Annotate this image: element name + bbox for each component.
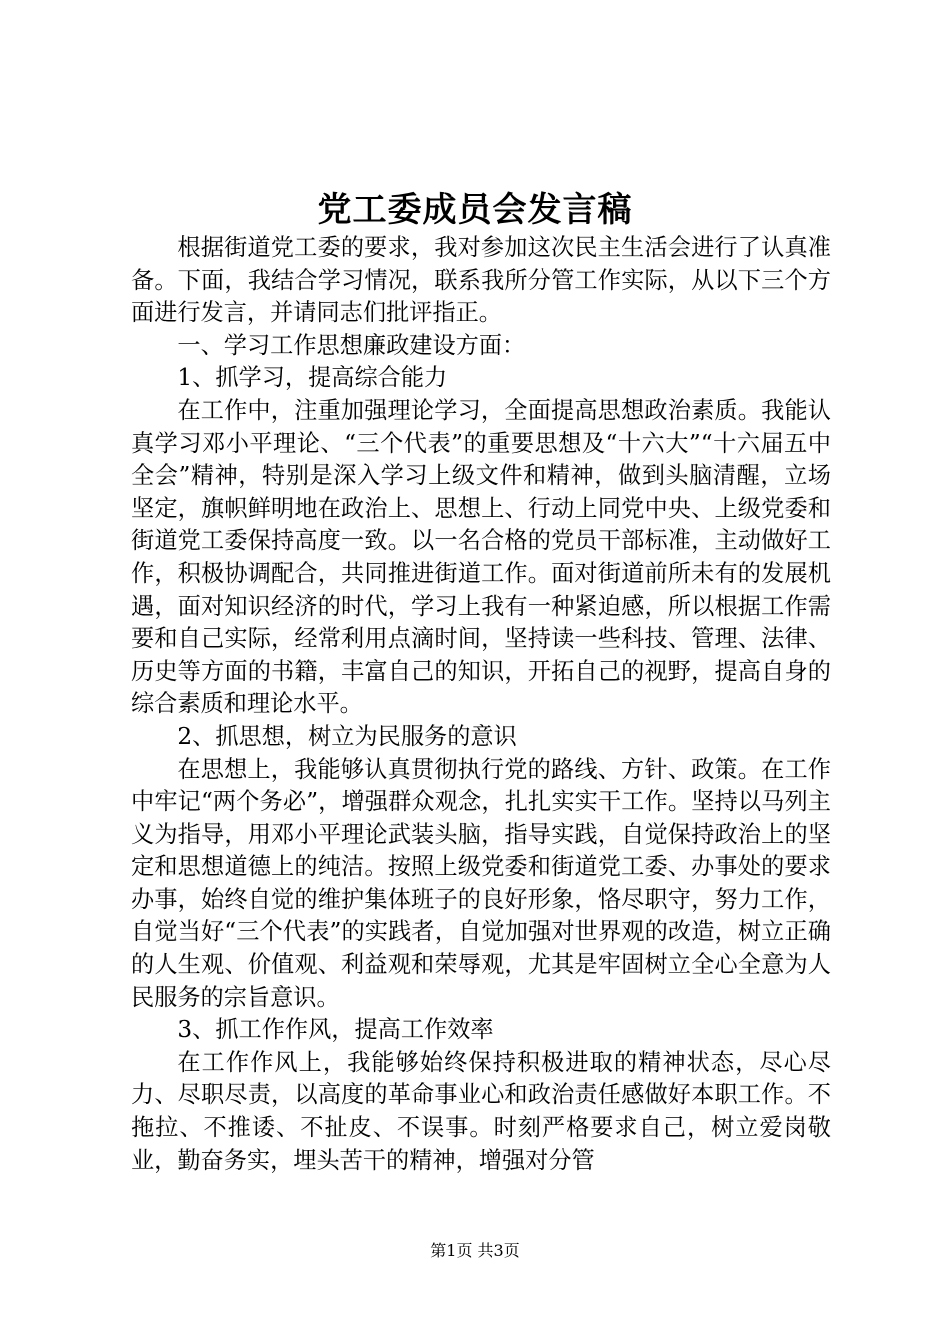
subsection-heading: 3、抓工作作风，提高工作效率	[177, 1016, 494, 1044]
subsection-heading: 2、抓思想，树立为民服务的意识	[177, 722, 517, 750]
document-title: 党工委成员会发言稿	[317, 190, 633, 230]
section-heading: 一、学习工作思想廉政建设方面：	[177, 331, 526, 359]
document-body	[131, 232, 831, 1177]
body-paragraph: 在思想上，我能够认真贯彻执行党的路线、方针、政策。在工作中牢记“两个务必”，增强群众观念，扎扎实实干工作。坚持以马列主义为指导，用邓小平理论武装头脑，指导实践，自觉保持政治上的坚定和思想道德上的纯洁。按照上级党委和街道党工委、办事处的要求办事，始终自觉的维护集体班子的良好形象，恪尽职守，努力工作，自觉当好“三个代表”的实践者，自觉加强对世界观的改造，树立正确的人生观、价值观、利益观和荣辱观，尤其是牢固树立全心全意为人民服务的宗旨意识。	[131, 755, 831, 1011]
subsection-heading: 1、抓学习，提高综合能力	[177, 364, 448, 392]
body-paragraph: 在工作作风上，我能够始终保持积极进取的精神状态，尽心尽力、尽职尽责，以高度的革命事业心和政治责任感做好本职工作。不拖拉、不推诿、不扯皮、不误事。时刻严格要求自己，树立爱岗敬业，勤奋务实，埋头苦干的精神，增强对分管	[131, 1048, 831, 1174]
body-paragraph: 在工作中，注重加强理论学习，全面提高思想政治素质。我能认真学习邓小平理论、“三个代表”的重要思想及“十六大”“十六届五中全会”精神，特别是深入学习上级文件和精神，做到头脑清醒，立场坚定，旗帜鲜明地在政治上、思想上、行动上同党中央、上级党委和街道党工委保持高度一致。以一名合格的党员干部标准，主动做好工作，积极协调配合，共同推进街道工作。面对街道前所未有的发展机遇，面对知识经济的时代，学习上我有一种紧迫感，所以根据工作需要和自己实际，经常利用点滴时间，坚持读一些科技、管理、法律、历史等方面的书籍，丰富自己的知识，开拓自己的视野，提高自身的综合素质和理论水平。	[131, 396, 831, 718]
page-number-footer: 第1页 共3页	[430, 1241, 520, 1260]
intro-paragraph: 根据街道党工委的要求，我对参加这次民主生活会进行了认真准备。下面，我结合学习情况，联系我所分管工作实际，从以下三个方面进行发言，并请同志们批评指正。	[131, 234, 831, 327]
